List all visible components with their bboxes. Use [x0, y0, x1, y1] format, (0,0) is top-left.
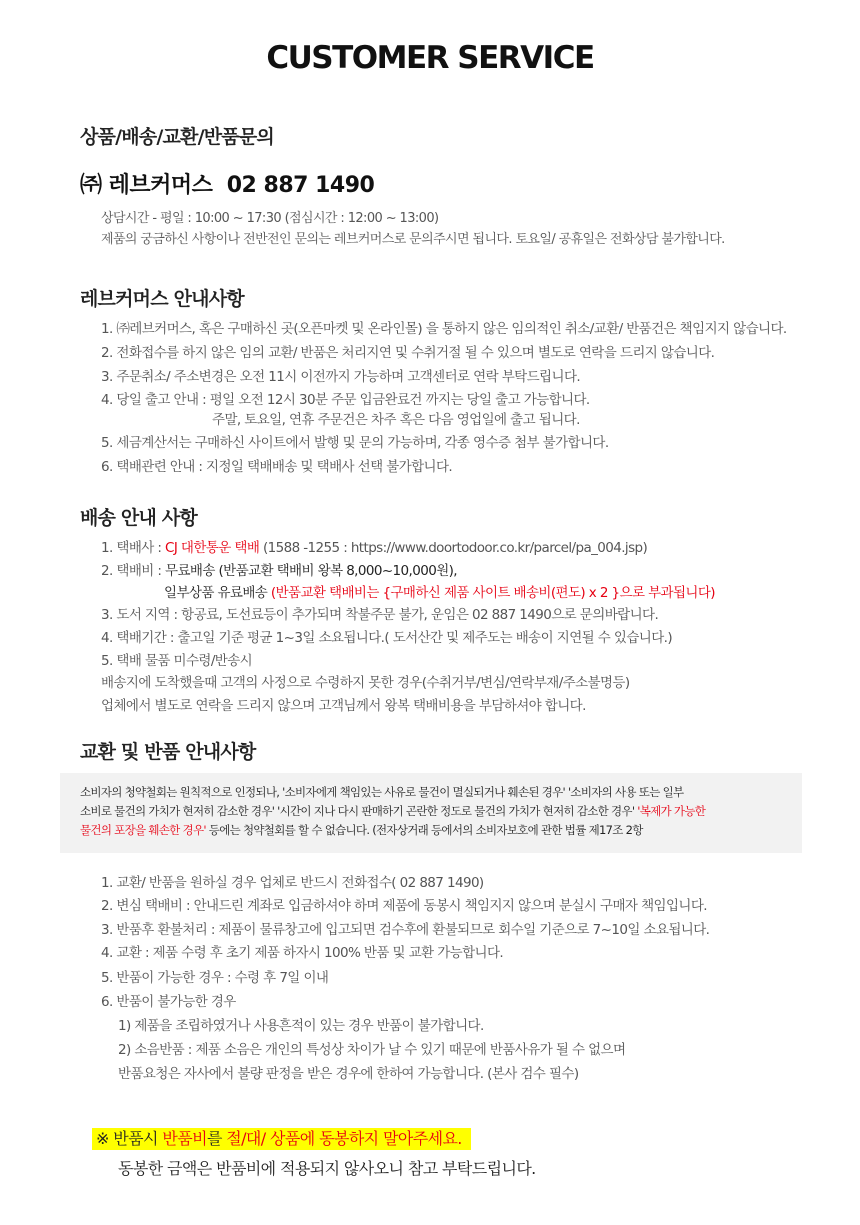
warning-red-word: 반품비 — [162, 1129, 207, 1148]
shipping-item: 업체에서 별도로 연락을 드리지 않으며 고객님께서 왕복 택배비용을 부담하셔야 합니다. — [101, 698, 586, 714]
inquiry-note: 제품의 궁금하신 사항이나 전반전인 문의는 레브커머스로 문의주시면 됩니다. 토요일/ 공휴일은 전화상담 불가합니다. — [101, 232, 725, 247]
returns-item: 4. 교환 : 제품 수령 후 초기 제품 하자시 100% 반품 및 교환 가능합니다. — [101, 945, 504, 961]
returns-item: 3. 반품후 환불처리 : 제품이 물류창고에 입고되면 검수후에 환불되므로 회수일 기준으로 7~10일 소요됩니다. — [101, 922, 710, 938]
warning-highlight — [92, 1128, 471, 1150]
warning-mid: 를 — [206, 1129, 227, 1148]
shipping-heading: 배송 안내 사항 — [80, 507, 197, 529]
fee-value: 무료배송 (반품교환 택배비 왕복 8,000~10,000원), — [165, 563, 457, 579]
returns-subitem: 2) 소음반품 : 제품 소음은 개인의 특성상 차이가 날 수 있기 때문에 반품사유가 될 수 없으며 — [118, 1042, 626, 1058]
guide-heading: 레브커머스 안내사항 — [80, 288, 244, 310]
shipping-item: 3. 도서 지역 : 항공료, 도선료등이 추가되며 착불주문 불가, 운임은 02 887 1490으로 문의바랍니다. — [101, 607, 659, 623]
company-phone: 02 887 1490 — [226, 173, 375, 198]
warning-prefix: ※ 반품시 — [96, 1129, 163, 1148]
returns-subitem: 1) 제품을 조립하였거나 사용흔적이 있는 경우 반품이 불가합니다. — [118, 1018, 484, 1034]
partial-fee-line — [164, 581, 715, 601]
consultation-hours: 상담시간 - 평일 : 10:00 ~ 17:30 (점심시간 : 12:00 ~ 13:00) — [101, 211, 439, 226]
inquiry-heading: 상품/배송/교환/반품문의 — [80, 126, 274, 148]
guide-item: 4. 당일 출고 안내 : 평일 오전 12시 30분 주문 입금완료건 까지는 당일 출고 가능합니다. — [101, 392, 590, 408]
partial-fee-note: (반품교환 택배비는 {구매하신 제품 사이트 배송비(편도) x 2 }으로 부과됩니다) — [270, 585, 715, 601]
partial-fee-label: 일부상품 유료배송 — [164, 585, 271, 601]
guide-item-continued: 주말, 토요일, 연휴 주문건은 차주 혹은 다음 영업일에 출고 됩니다. — [212, 412, 580, 428]
notice-highlight: '복제가 가능한 — [637, 804, 706, 818]
shipping-item: 4. 택배기간 : 출고일 기준 평균 1~3일 소요됩니다.( 도서산간 및 제주도는 배송이 지연될 수 있습니다.) — [101, 630, 673, 646]
notice-text: 등에는 청약철회를 할 수 없습니다. (전자상거래 등에서의 소비자보호에 관한 법률 제17조 2항 — [205, 823, 643, 837]
return-fee-warning — [92, 1126, 471, 1149]
fee-line — [101, 559, 457, 579]
returns-heading: 교환 및 반품 안내사항 — [80, 741, 256, 763]
guide-item: 6. 택배관련 안내 : 지정일 택배배송 및 택배사 선택 불가합니다. — [101, 459, 453, 475]
guide-item: 5. 세금계산서는 구매하신 사이트에서 발행 및 문의 가능하며, 각종 영수증 첨부 불가합니다. — [101, 435, 609, 451]
return-fee-warning-note: 동봉한 금액은 반품비에 적용되지 않사오니 참고 부탁드립니다. — [118, 1159, 536, 1178]
notice-line — [80, 822, 643, 838]
guide-item: 3. 주문취소/ 주소변경은 오전 11시 이전까지 가능하며 고객센터로 연락 부탁드립니다. — [101, 369, 581, 385]
notice-highlight: 물건의 포장을 훼손한 경우' — [80, 823, 206, 837]
shipping-item: 5. 택배 물품 미수령/반송시 — [101, 653, 253, 669]
courier-details: (1588 -1255 : https://www.doortodoor.co.kr/parcel/pa_004.jsp) — [259, 540, 648, 556]
company-name: ㈜ 레브커머스 — [80, 173, 213, 198]
guide-item: 2. 전화접수를 하지 않은 임의 교환/ 반품은 처리지연 및 수취거절 될 수 있으며 별도로 연락을 드리지 않습니다. — [101, 345, 715, 361]
returns-item: 2. 변심 택배비 : 안내드린 계좌로 입금하셔야 하며 제품에 동봉시 책임지지 않으며 분실시 구매자 책임입니다. — [101, 898, 707, 914]
returns-item: 1. 교환/ 반품을 원하실 경우 업체로 반드시 전화접수( 02 887 1490) — [101, 875, 484, 891]
courier-name: CJ 대한통운 택배 — [165, 540, 260, 556]
returns-item: 6. 반품이 불가능한 경우 — [101, 994, 236, 1010]
page-title: CUSTOMER SERVICE — [266, 40, 594, 76]
courier-line — [101, 536, 647, 556]
fee-label: 2. 택배비 : — [101, 563, 166, 579]
courier-label: 1. 택배사 : — [101, 540, 166, 556]
shipping-item: 배송지에 도착했을때 고객의 사정으로 수령하지 못한 경우(수취거부/변심/연락부재/주소불명등) — [101, 675, 630, 691]
notice-line — [80, 803, 705, 819]
warning-red-text: 절/대/ 상품에 동봉하지 말아주세요. — [226, 1129, 462, 1148]
company-contact — [80, 168, 374, 199]
returns-subitem: 반품요청은 자사에서 불량 판정을 받은 경우에 한하여 가능합니다. (본사 검수 필수) — [118, 1066, 579, 1082]
notice-text: 소비로 물건의 가치가 현저히 감소한 경우' '시간이 지나 다시 판매하기 곤란한 정도로 물건의 가치가 현저히 감소한 경우' — [80, 804, 638, 818]
guide-item: 1. ㈜레브커머스, 혹은 구매하신 곳(오픈마켓 및 온라인몰) 을 통하지 않은 임의적인 취소/교환/ 반품건은 책임지지 않습니다. — [101, 321, 787, 337]
notice-line: 소비자의 청약철회는 원칙적으로 인정되나, '소비자에게 책임있는 사유로 물건이 멸실되거나 훼손된 경우' '소비자의 사용 또는 일부 — [80, 785, 684, 799]
returns-item: 5. 반품이 가능한 경우 : 수령 후 7일 이내 — [101, 970, 329, 986]
